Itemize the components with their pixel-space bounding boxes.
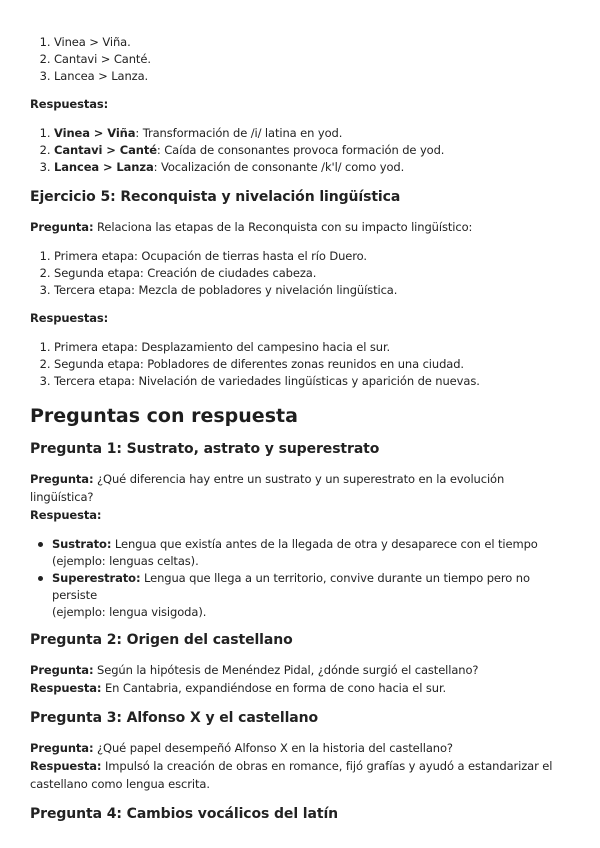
explanation: : Vocalización de consonante /k'l/ como yod.	[153, 160, 405, 174]
question-text: ¿Qué diferencia hay entre un sustrato y un superestrato en la evolución lingüística?	[30, 472, 505, 504]
term: Cantavi > Canté	[54, 143, 157, 157]
term: Lancea > Lanza	[54, 160, 154, 174]
list-item: 3. Tercera etapa: Mezcla de pobladores y nivelación lingüística.	[54, 282, 560, 299]
question-label: Pregunta:	[30, 220, 94, 234]
question-paragraph	[30, 218, 560, 236]
answer-text: Impulsó la creación de obras en romance, fijó grafías y ayudó a estandarizar el	[101, 759, 553, 773]
question-paragraph	[30, 739, 560, 757]
exercise-5-heading: Ejercicio 5: Reconquista y nivelación lingüística	[30, 189, 401, 205]
stages-list	[30, 248, 560, 299]
term: Superestrato:	[52, 571, 141, 585]
list-item: 2. Segunda etapa: Pobladores de diferentes zonas reunidos en una ciudad.	[54, 356, 560, 373]
answer-bullets	[30, 536, 560, 621]
question-text: Relaciona las etapas de la Reconquista con su impacto lingüístico:	[93, 220, 473, 234]
list-item	[52, 536, 560, 570]
answer-label: Respuesta:	[30, 759, 102, 773]
answer-paragraph	[30, 757, 560, 793]
question-1-heading: Pregunta 1: Sustrato, astrato y superestrato	[30, 441, 380, 457]
explanation: Lengua que llega a un territorio, convive durante un tiempo pero no persiste	[52, 571, 530, 602]
list-item: 1. Vinea > Viña.	[54, 34, 560, 51]
list-item: 2. Segunda etapa: Creación de ciudades cabeza.	[54, 265, 560, 282]
list-item	[54, 142, 560, 159]
question-paragraph	[30, 661, 560, 679]
answer-label: Respuesta:	[30, 508, 102, 522]
list-item: 3. Tercera etapa: Nivelación de variedades lingüísticas y aparición de nuevas.	[54, 373, 560, 390]
term: Sustrato:	[52, 537, 112, 551]
stages-answers-list	[30, 339, 560, 390]
example: (ejemplo: lenguas celtas).	[52, 554, 199, 568]
examples-list	[30, 34, 560, 85]
answers-list	[30, 125, 560, 176]
answer-text: En Cantabria, expandiéndose en forma de cono hacia el sur.	[101, 681, 447, 695]
answers-label: Respuestas:	[30, 311, 109, 325]
list-item	[54, 125, 560, 142]
question-text: ¿Qué papel desempeñó Alfonso X en la historia del castellano?	[93, 741, 453, 755]
answers-label: Respuestas:	[30, 97, 109, 111]
question-label: Pregunta:	[30, 663, 94, 677]
question-paragraph	[30, 470, 560, 506]
question-label: Pregunta:	[30, 472, 94, 486]
section-heading: Preguntas con respuesta	[30, 405, 298, 427]
explanation: Lengua que existía antes de la llegada de otra y desaparece con el tiempo	[111, 537, 538, 551]
list-item: 3. Lancea > Lanza.	[54, 68, 560, 85]
list-item: 2. Cantavi > Canté.	[54, 51, 560, 68]
term: Vinea > Viña	[54, 126, 136, 140]
answer-label: Respuesta:	[30, 681, 102, 695]
explanation: : Transformación de /i/ latina en yod.	[135, 126, 343, 140]
list-item	[54, 159, 560, 176]
list-item	[52, 570, 560, 621]
question-4-heading: Pregunta 4: Cambios vocálicos del latín	[30, 806, 339, 822]
question-2-heading: Pregunta 2: Origen del castellano	[30, 632, 293, 648]
answer-paragraph	[30, 679, 560, 697]
explanation: : Caída de consonantes provoca formación de yod.	[156, 143, 445, 157]
list-item: 1. Primera etapa: Desplazamiento del campesino hacia el sur.	[54, 339, 560, 356]
question-text: Según la hipótesis de Menéndez Pidal, ¿dónde surgió el castellano?	[93, 663, 479, 677]
answer-text-continued: castellano como lengua escrita.	[30, 777, 210, 791]
question-label: Pregunta:	[30, 741, 94, 755]
example: (ejemplo: lengua visigoda).	[52, 605, 207, 619]
question-3-heading: Pregunta 3: Alfonso X y el castellano	[30, 710, 319, 726]
list-item: 1. Primera etapa: Ocupación de tierras hasta el río Duero.	[54, 248, 560, 265]
